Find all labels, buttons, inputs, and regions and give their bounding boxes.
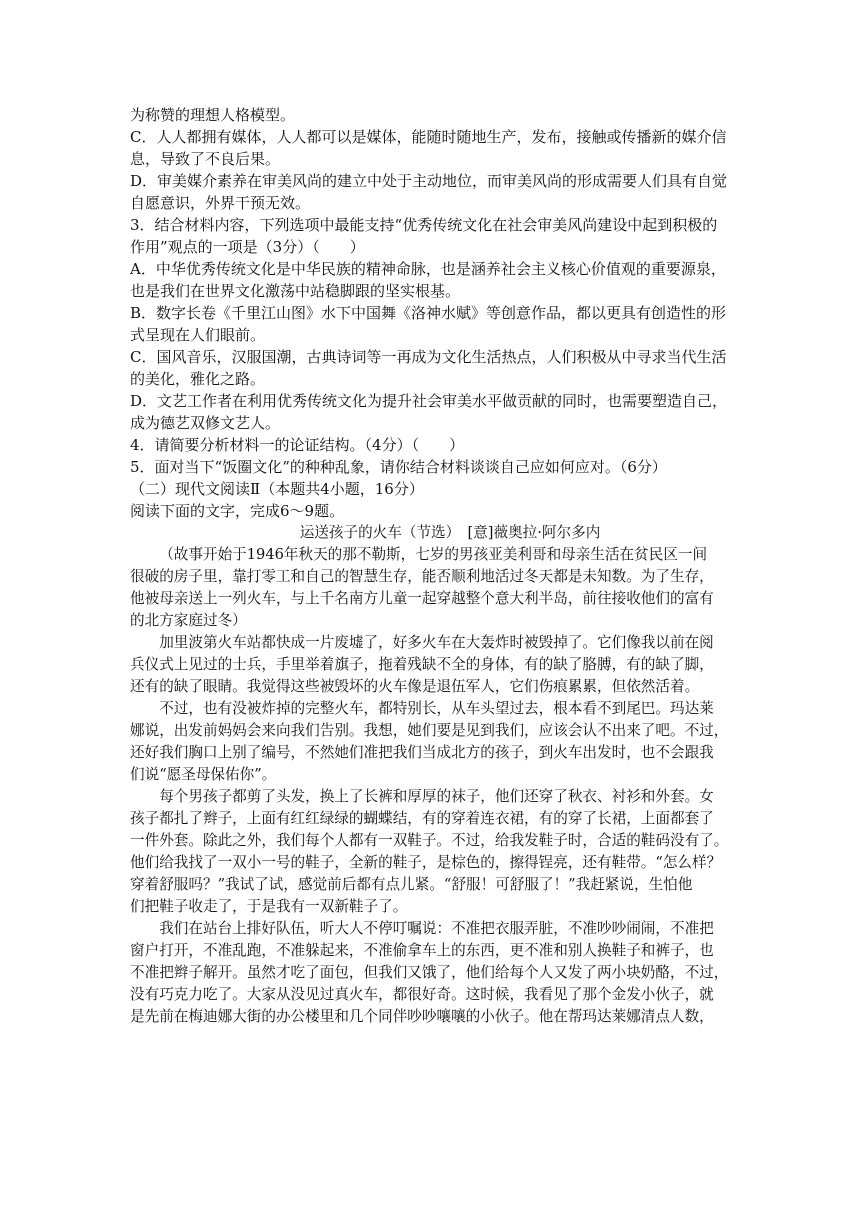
- paragraph: [130, 632, 730, 698]
- passage-title: 运送孩子的火车（节选） [意]薇奥拉·阿尔多内: [299, 524, 601, 541]
- intro-line: 他被母亲送上一列火车，与上千名南方儿童一起穿越整个意大利半岛，前往接收他们的富有: [130, 590, 714, 607]
- q3-option-c: C．国风音乐，汉服国潮，古典诗词等一再成为文化生活热点，人们积极从中寻求当代生活: [130, 348, 727, 366]
- paragraph-line: 是先前在梅迪娜大街的办公楼里和几个同伴吵吵嚷嚷的小伙子。他在帮玛达莱娜清点人数，: [130, 1008, 714, 1025]
- paragraph-line: 还有的缺了眼睛。我觉得这些被毁坏的火车像是退伍军人，它们伤痕累累，但依然活着。: [130, 678, 700, 695]
- document-page: [130, 104, 730, 1028]
- paragraph-line: 们把鞋子收走了，于是我有一双新鞋子了。: [130, 898, 408, 915]
- paragraph-line: 窗户打开，不准乱跑，不准躲起来，不准偷拿车上的东西，更不准和别人换鞋子和裤子，也: [130, 942, 714, 959]
- paragraph: [130, 786, 730, 918]
- q3-option-a: A．中华优秀传统文化是中华民族的精神命脉，也是涵养社会主义核心价值观的重要源泉，: [130, 260, 726, 278]
- reading-passage: [130, 522, 730, 1028]
- question-4: 4．请简要分析材料一的论证结构。（4分）（ ）: [130, 436, 465, 454]
- option-c-line: 息，导致了不良后果。: [130, 150, 281, 168]
- option-c-line: C．人人都拥有媒体，人人都可以是媒体，能随时随地生产，发布，接触或传播新的媒介信: [130, 128, 727, 146]
- paragraph-line: 一件外套。除此之外，我们每个人都有一双鞋子。不过，给我发鞋子时，合适的鞋码没有了。: [130, 832, 729, 849]
- question-3-stem: 3．结合材料内容，下列选项中最能支持“优秀传统文化在社会审美风尚建设中起到积极的: [130, 216, 718, 234]
- paragraph-line: 穿着舒服吗？”我试了试，感觉前后都有点儿紧。“舒服！可舒服了！”我赶紧说，生怕他: [130, 876, 693, 893]
- question-5: 5．面对当下“饭圈文化”的种种乱象，请你结合材料谈谈自己应如何应对。（6分）: [130, 458, 667, 476]
- q3-option-d: D．文艺工作者在利用优秀传统文化为提升社会审美水平做贡献的同时，也需要塑造自己，: [130, 392, 728, 410]
- paragraph-line: 兵仪式上见过的士兵，手里举着旗子，拖着残缺不全的身体，有的缺了胳膊，有的缺了脚，: [130, 656, 714, 673]
- passage-intro: [130, 544, 730, 632]
- intro-line: （故事开始于1946年秋天的那不勒斯，七岁的男孩亚美利哥和母亲生活在贫民区一间: [159, 546, 708, 563]
- paragraph-line: 孩子都扎了辫子，上面有红红绿绿的蝴蝶结，有的穿着连衣裙，有的穿了长裙，上面都套了: [130, 810, 714, 827]
- q3-option-d: 成为德艺双修文艺人。: [130, 414, 281, 432]
- paragraph-line: 我们在站台上排好队伍，听大人不停叮嘱说：不准把衣服弄脏，不准吵吵闹闹，不准把: [159, 920, 714, 937]
- paragraph: [130, 698, 730, 786]
- paragraph-line: 还好我们胸口上别了编号，不然她们准把我们当成北方的孩子，到火车出发时，也不会跟我: [130, 744, 714, 761]
- paragraph-line: 加里波第火车站都快成一片废墟了，好多火车在大轰炸时被毁掉了。它们像我以前在阅: [159, 634, 714, 651]
- q3-option-c: 的美化，雅化之路。: [130, 370, 266, 388]
- questions-section: [130, 104, 730, 522]
- q3-option-b: B．数字长卷《千里江山图》水下中国舞《洛神水赋》等创意作品，都以更具有创造性的形: [130, 304, 727, 322]
- q3-option-b: 式呈现在人们眼前。: [130, 326, 266, 344]
- paragraph: [130, 918, 730, 1028]
- section-heading: （二）现代文阅读Ⅱ（本题共4小题，16分）: [130, 480, 424, 498]
- paragraph-line: 没有巧克力吃了。大家从没见过真火车，都很好奇。这时候，我看见了那个金发小伙子，就: [130, 986, 714, 1003]
- option-text-continued: 为称赞的理想人格模型。: [130, 106, 296, 124]
- paragraph-line: 不过，也有没被炸掉的完整火车，都特别长，从车头望过去，根本看不到尾巴。玛达莱: [159, 700, 714, 717]
- paragraph-line: 娜说，出发前妈妈会来向我们告别。我想，她们要是见到我们，应该会认不出来了吧。不过，: [130, 722, 729, 739]
- paragraph-line: 每个男孩子都剪了头发，换上了长裤和厚厚的袜子，他们还穿了秋衣、衬衫和外套。女: [159, 788, 714, 805]
- q3-option-a: 也是我们在世界文化激荡中站稳脚跟的坚实根基。: [130, 282, 461, 300]
- intro-line: 很破的房子里，靠打零工和自己的智慧生存，能否顺利地活过冬天都是未知数。为了生存，: [130, 568, 714, 585]
- option-d-line: 自愿意识，外界干预无效。: [130, 194, 311, 212]
- paragraph-line: 们说“愿圣母保佑你”。: [130, 766, 277, 783]
- intro-line: 的北方家庭过冬）: [130, 612, 247, 629]
- question-3-stem: 作用”观点的一项是（3分）（ ）: [130, 238, 365, 256]
- paragraph-line: 不准把辫子解开。虽然才吃了面包，但我们又饿了，他们给每个人又发了两小块奶酪，不过，: [130, 964, 729, 981]
- reading-instruction: 阅读下面的文字，完成6～9题。: [130, 502, 345, 520]
- paragraph-line: 他们给我找了一双小一号的鞋子，全新的鞋子，是棕色的，擦得锃亮，还有鞋带。“怎么样？: [130, 854, 722, 871]
- option-d-line: D．审美媒介素养在审美风尚的建立中处于主动地位，而审美风尚的形成需要人们具有自觉: [130, 172, 728, 190]
